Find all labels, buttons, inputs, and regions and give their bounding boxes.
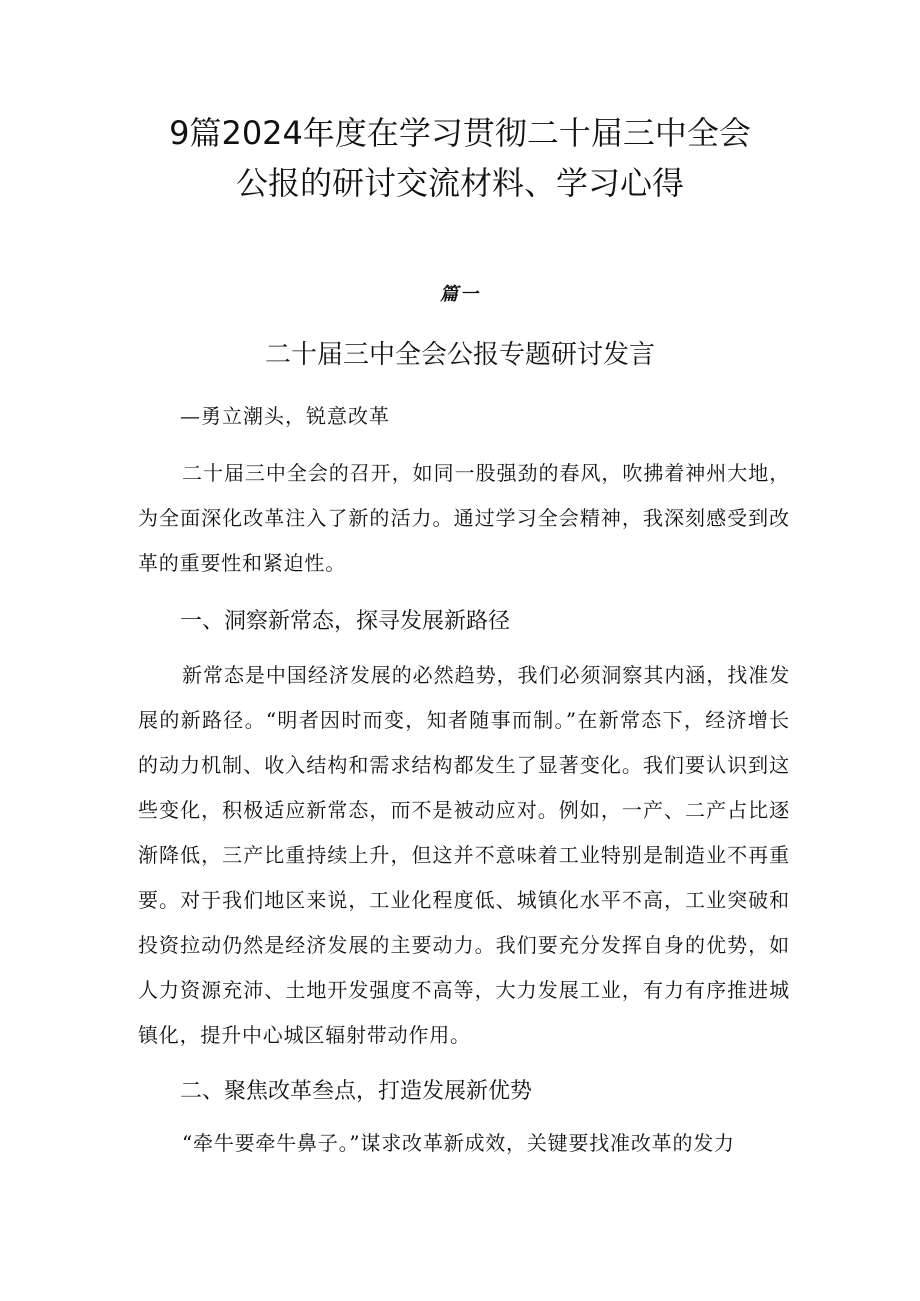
document-title <box>0 108 920 208</box>
document-title-line-1: 9篇2024年度在学习贯彻二十届三中全会 <box>169 114 751 152</box>
section-label: 篇一 <box>440 284 480 305</box>
document-title-line-2: 公报的研讨交流材料、学习心得 <box>235 164 684 202</box>
body-paragraph-1: 新常态是中国经济发展的必然趋势，我们必须洞察其内涵，找准发展的新路径。“明者因时而变，知者随事而制。”在新常态下，经济增长的动力机制、收入结构和需求结构都发生了显著变化。我们要认识到这些变化，积极适应新常态，而不是被动应对。例如，一产、二产占比逐渐降低，三产比重持续上升，但这并不意味着工业特别是制造业不再重要。对于我们地区来说，工业化程度低、城镇化水平不高，工业突破和投资拉动仍然是经济发展的主要动力。我们要充分发挥自身的优势，如人力资源充沛、土地开发强度不高等，大力发展工业，有力有序推进城镇化，提升中心城区辐射带动作用。 <box>138 663 790 1047</box>
speech-subtitle: —勇立潮头，锐意改革 <box>180 404 390 428</box>
body-paragraph-2: “牵牛要牵牛鼻子。”谋求改革新成效，关键要找准改革的发力 <box>182 1131 735 1155</box>
section-heading-2: 二、聚焦改革叁点，打造发展新优势 <box>180 1079 533 1104</box>
intro-paragraph: 二十届三中全会的召开，如同一股强劲的春风，吹拂着神州大地，为全面深化改革注入了新的活力。通过学习全会精神，我深刻感受到改革的重要性和紧迫性。 <box>138 461 790 575</box>
section-heading-1: 一、洞察新常态，探寻发展新路径 <box>180 609 511 634</box>
speech-title: 二十届三中全会公报专题研讨发言 <box>264 340 655 370</box>
